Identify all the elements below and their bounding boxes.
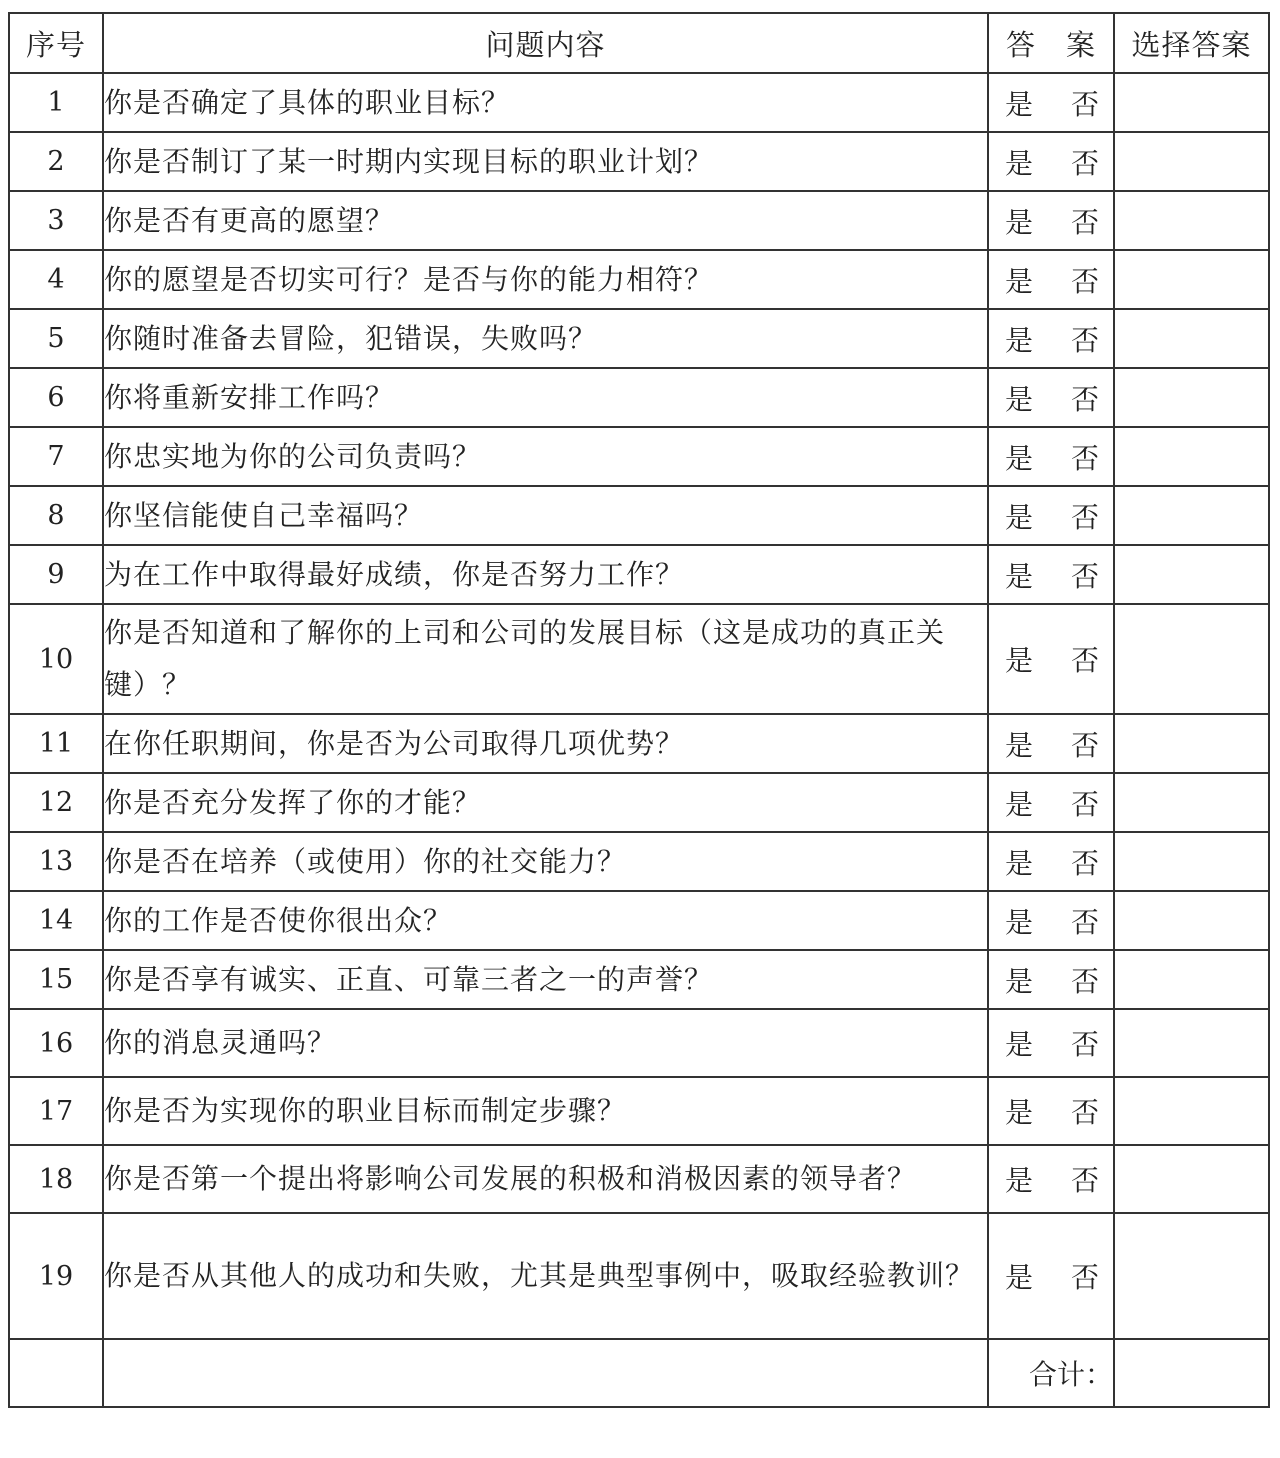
table-row — [9, 132, 1269, 191]
choice-cell[interactable] — [1114, 891, 1269, 950]
choice-cell[interactable] — [1114, 1145, 1269, 1213]
choice-cell[interactable] — [1114, 427, 1269, 486]
answer-options — [988, 250, 1114, 309]
row-question: 你是否知道和了解你的上司和公司的发展目标（这是成功的真正关键）？ — [103, 604, 988, 714]
question-rows — [9, 73, 1269, 1407]
answer-no-option[interactable]: 否 — [1070, 382, 1099, 416]
total-value-cell[interactable] — [1114, 1339, 1269, 1407]
answer-no-option[interactable]: 否 — [1070, 846, 1099, 880]
row-question: 你忠实地为你的公司负责吗？ — [103, 427, 988, 486]
answer-no-option[interactable]: 否 — [1070, 644, 1099, 677]
row-question: 你坚信能使自己幸福吗？ — [103, 486, 988, 545]
answer-options — [988, 73, 1114, 132]
answer-no-option[interactable]: 否 — [1070, 441, 1099, 475]
choice-cell[interactable] — [1114, 309, 1269, 368]
row-question: 你是否制订了某一时期内实现目标的职业计划？ — [103, 132, 988, 191]
row-number: 8 — [9, 486, 103, 545]
row-question: 你的愿望是否切实可行？是否与你的能力相符？ — [103, 250, 988, 309]
answer-yes-option[interactable]: 是 — [1005, 1164, 1034, 1197]
row-question: 你是否有更高的愿望？ — [103, 191, 988, 250]
answer-options — [988, 191, 1114, 250]
choice-cell[interactable] — [1114, 368, 1269, 427]
choice-cell[interactable] — [1114, 1213, 1269, 1339]
answer-yes-option[interactable]: 是 — [1005, 905, 1034, 939]
table-row — [9, 368, 1269, 427]
answer-yes-option[interactable]: 是 — [1005, 323, 1034, 357]
answer-options — [988, 1145, 1114, 1213]
row-question: 你是否为实现你的职业目标而制定步骤？ — [103, 1077, 988, 1145]
table-row — [9, 1145, 1269, 1213]
answer-options — [988, 773, 1114, 832]
total-label: 合计： — [988, 1339, 1114, 1407]
table-row — [9, 309, 1269, 368]
table-row — [9, 545, 1269, 604]
row-number: 5 — [9, 309, 103, 368]
choice-cell[interactable] — [1114, 191, 1269, 250]
table-row — [9, 191, 1269, 250]
answer-no-option[interactable]: 否 — [1070, 146, 1099, 180]
answer-options — [988, 891, 1114, 950]
answer-yes-option[interactable]: 是 — [1005, 787, 1034, 821]
row-number: 4 — [9, 250, 103, 309]
answer-yes-option[interactable]: 是 — [1005, 146, 1034, 180]
answer-options — [988, 950, 1114, 1009]
answer-no-option[interactable]: 否 — [1070, 559, 1099, 593]
row-question: 你是否从其他人的成功和失败，尤其是典型事例中，吸取经验教训？ — [103, 1213, 988, 1339]
header-choice: 选择答案 — [1114, 13, 1269, 73]
answer-no-option[interactable]: 否 — [1070, 964, 1099, 998]
answer-yes-option[interactable]: 是 — [1005, 728, 1034, 762]
answer-no-option[interactable]: 否 — [1070, 1261, 1099, 1294]
choice-cell[interactable] — [1114, 132, 1269, 191]
row-question: 你是否在培养（或使用）你的社交能力？ — [103, 832, 988, 891]
choice-cell[interactable] — [1114, 250, 1269, 309]
answer-yes-option[interactable]: 是 — [1005, 87, 1034, 121]
choice-cell[interactable] — [1114, 950, 1269, 1009]
row-question: 在你任职期间，你是否为公司取得几项优势？ — [103, 714, 988, 773]
answer-yes-option[interactable]: 是 — [1005, 846, 1034, 880]
total-row — [9, 1339, 1269, 1407]
answer-no-option[interactable]: 否 — [1070, 205, 1099, 239]
answer-options — [988, 832, 1114, 891]
answer-yes-option[interactable]: 是 — [1005, 1261, 1034, 1294]
choice-cell[interactable] — [1114, 604, 1269, 714]
answer-options — [988, 1009, 1114, 1077]
row-number: 9 — [9, 545, 103, 604]
answer-yes-option[interactable]: 是 — [1005, 205, 1034, 239]
answer-options — [988, 604, 1114, 714]
row-number: 13 — [9, 832, 103, 891]
row-number: 15 — [9, 950, 103, 1009]
row-number: 1 — [9, 73, 103, 132]
table-row — [9, 73, 1269, 132]
row-question: 你是否享有诚实、正直、可靠三者之一的声誉？ — [103, 950, 988, 1009]
header-row — [9, 13, 1269, 73]
answer-no-option[interactable]: 否 — [1070, 787, 1099, 821]
answer-options — [988, 427, 1114, 486]
row-number: 3 — [9, 191, 103, 250]
answer-no-option[interactable]: 否 — [1070, 1028, 1099, 1061]
answer-no-option[interactable]: 否 — [1070, 1164, 1099, 1197]
choice-cell[interactable] — [1114, 486, 1269, 545]
row-number: 19 — [9, 1213, 103, 1339]
choice-cell[interactable] — [1114, 773, 1269, 832]
table-row — [9, 714, 1269, 773]
table-row — [9, 604, 1269, 714]
row-number: 7 — [9, 427, 103, 486]
answer-yes-option[interactable]: 是 — [1005, 559, 1034, 593]
answer-options — [988, 714, 1114, 773]
total-empty-cell — [103, 1339, 988, 1407]
answer-options — [988, 132, 1114, 191]
answer-options — [988, 309, 1114, 368]
row-question: 你的消息灵通吗？ — [103, 1009, 988, 1077]
answer-no-option[interactable]: 否 — [1070, 500, 1099, 534]
answer-yes-option[interactable]: 是 — [1005, 1096, 1034, 1129]
answer-options — [988, 1077, 1114, 1145]
table-row — [9, 1213, 1269, 1339]
answer-no-option[interactable]: 否 — [1070, 905, 1099, 939]
row-question: 为在工作中取得最好成绩，你是否努力工作？ — [103, 545, 988, 604]
choice-cell[interactable] — [1114, 714, 1269, 773]
header-answer: 答 案 — [988, 13, 1114, 73]
row-number: 10 — [9, 604, 103, 714]
row-number: 14 — [9, 891, 103, 950]
answer-options — [988, 368, 1114, 427]
answer-no-option[interactable]: 否 — [1070, 87, 1099, 121]
answer-options — [988, 545, 1114, 604]
table-row — [9, 250, 1269, 309]
answer-no-option[interactable]: 否 — [1070, 264, 1099, 298]
answer-options — [988, 1213, 1114, 1339]
answer-yes-option[interactable]: 是 — [1005, 264, 1034, 298]
answer-yes-option[interactable]: 是 — [1005, 964, 1034, 998]
row-question: 你是否充分发挥了你的才能？ — [103, 773, 988, 832]
choice-cell[interactable] — [1114, 545, 1269, 604]
table-row — [9, 1009, 1269, 1077]
choice-cell[interactable] — [1114, 832, 1269, 891]
total-empty-cell — [9, 1339, 103, 1407]
row-number: 2 — [9, 132, 103, 191]
row-number: 11 — [9, 714, 103, 773]
row-number: 16 — [9, 1009, 103, 1077]
row-number: 12 — [9, 773, 103, 832]
table-row — [9, 950, 1269, 1009]
row-question: 你的工作是否使你很出众？ — [103, 891, 988, 950]
answer-yes-option[interactable]: 是 — [1005, 382, 1034, 416]
table-row — [9, 486, 1269, 545]
row-number: 18 — [9, 1145, 103, 1213]
row-question: 你是否确定了具体的职业目标？ — [103, 73, 988, 132]
header-question: 问题内容 — [103, 13, 988, 73]
row-question: 你是否第一个提出将影响公司发展的积极和消极因素的领导者？ — [103, 1145, 988, 1213]
table-row — [9, 773, 1269, 832]
answer-yes-option[interactable]: 是 — [1005, 500, 1034, 534]
answer-no-option[interactable]: 否 — [1070, 1096, 1099, 1129]
header-number: 序号 — [9, 13, 103, 73]
row-number: 6 — [9, 368, 103, 427]
answer-yes-option[interactable]: 是 — [1005, 1028, 1034, 1061]
row-question: 你随时准备去冒险，犯错误，失败吗？ — [103, 309, 988, 368]
choice-cell[interactable] — [1114, 73, 1269, 132]
answer-no-option[interactable]: 否 — [1070, 323, 1099, 357]
answer-yes-option[interactable]: 是 — [1005, 644, 1034, 677]
table-row — [9, 832, 1269, 891]
choice-cell[interactable] — [1114, 1009, 1269, 1077]
answer-options — [988, 486, 1114, 545]
answer-yes-option[interactable]: 是 — [1005, 441, 1034, 475]
table-row — [9, 427, 1269, 486]
choice-cell[interactable] — [1114, 1077, 1269, 1145]
row-question: 你将重新安排工作吗？ — [103, 368, 988, 427]
answer-no-option[interactable]: 否 — [1070, 728, 1099, 762]
table-row — [9, 1077, 1269, 1145]
table-row — [9, 891, 1269, 950]
questionnaire-table — [8, 12, 1270, 1408]
row-number: 17 — [9, 1077, 103, 1145]
